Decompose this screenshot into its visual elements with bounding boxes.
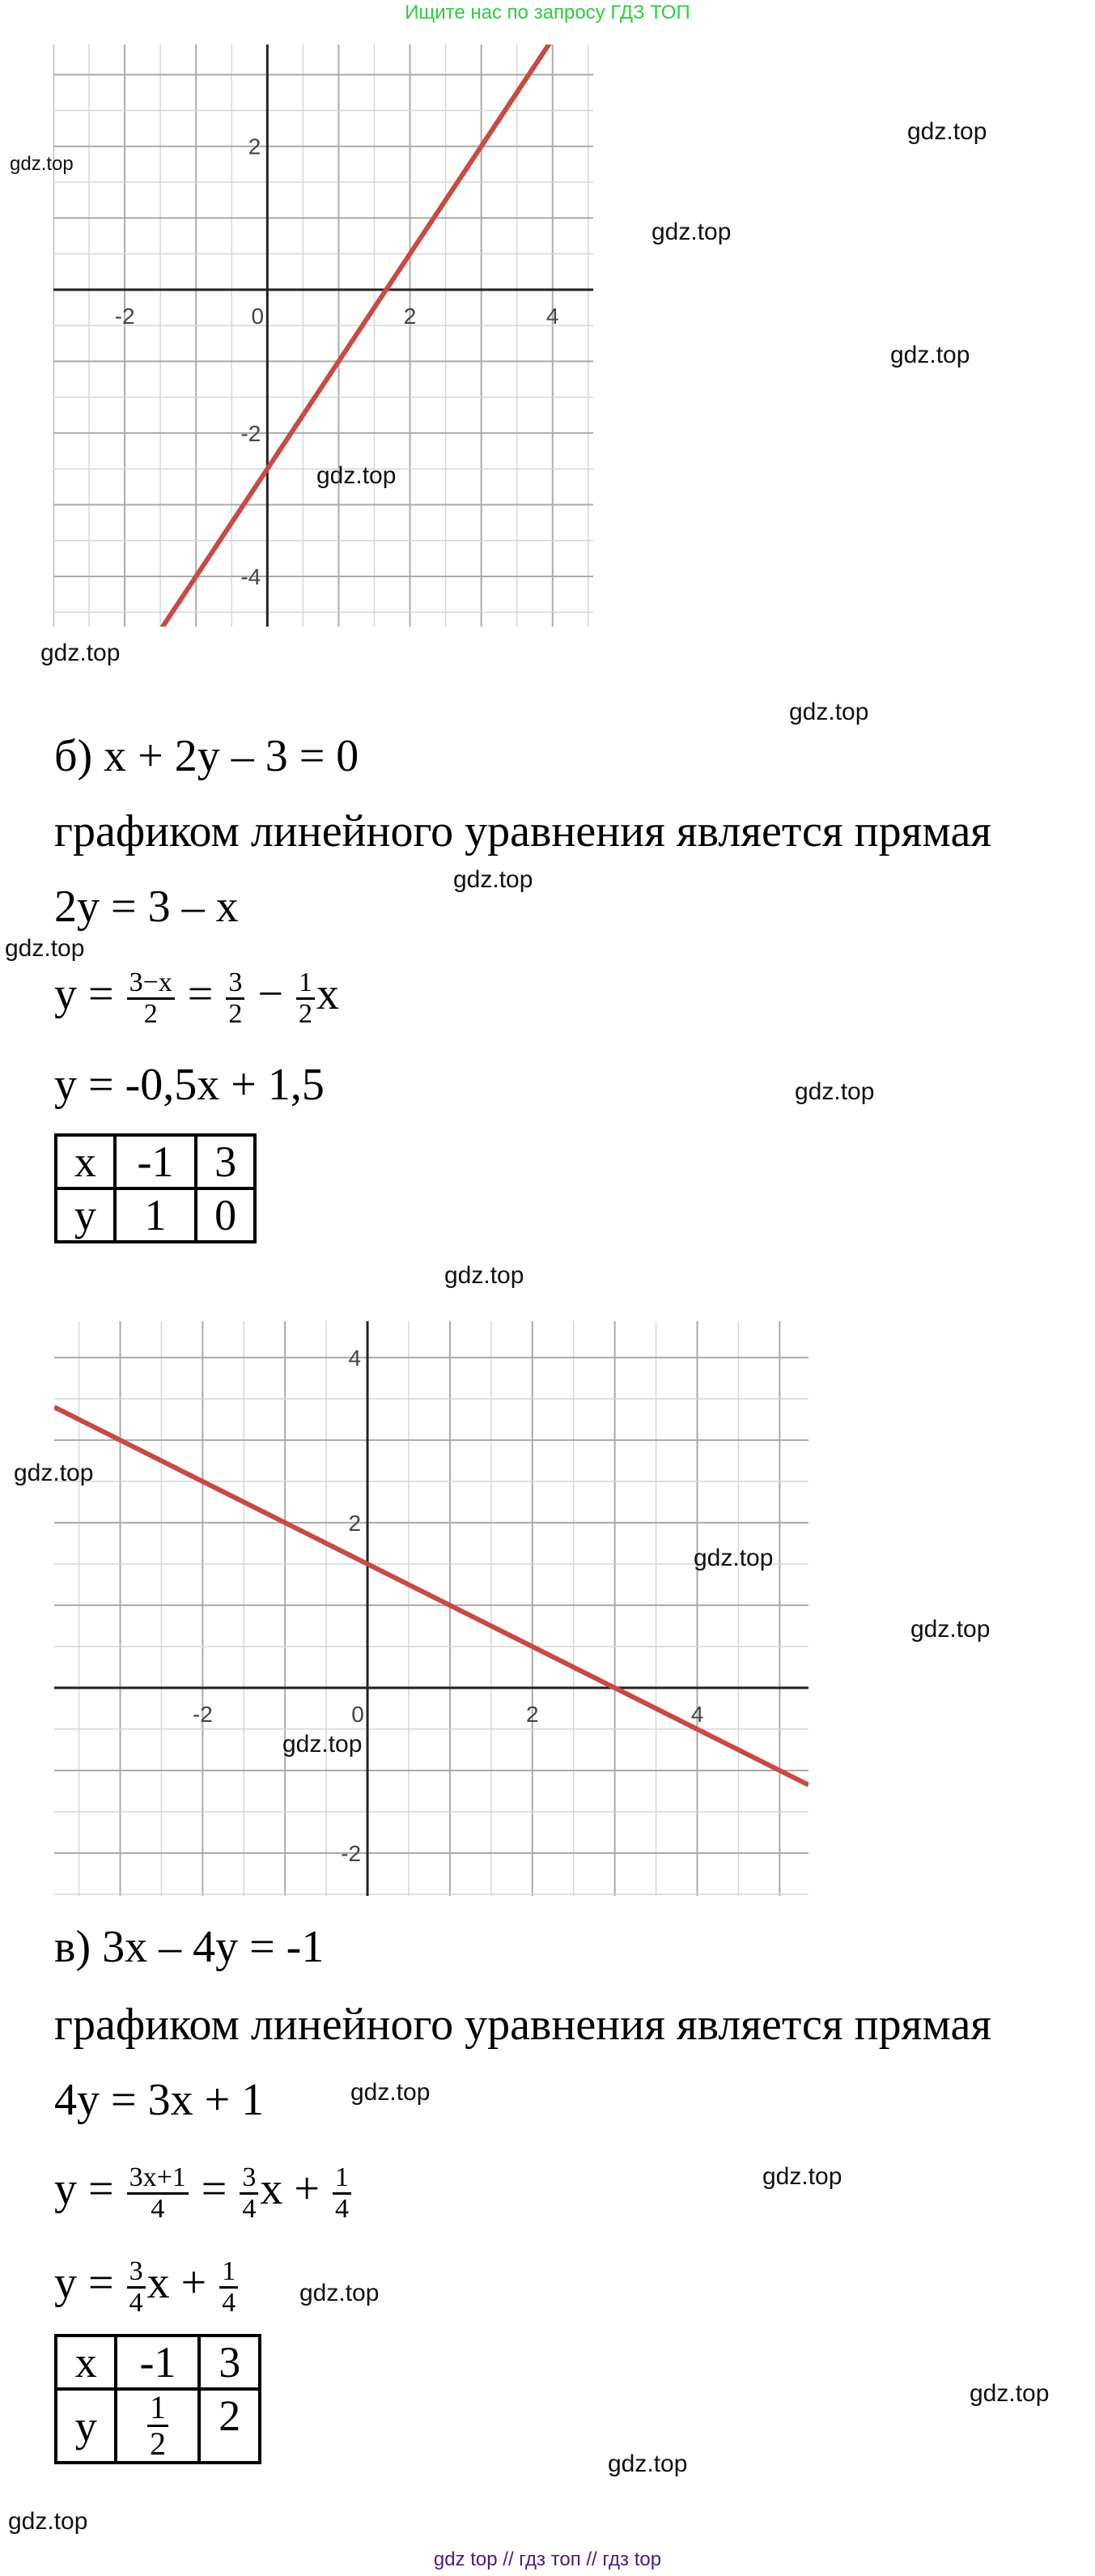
table-row xyxy=(56,1188,255,1242)
table-cell: y xyxy=(56,2389,116,2463)
denominator: 2 xyxy=(143,998,158,1029)
watermark: gdz.top xyxy=(14,1460,94,1486)
lhs: y = xyxy=(54,2164,114,2215)
x-tick-label: 0 xyxy=(351,1701,364,1727)
equals: = xyxy=(187,969,214,1020)
watermark: gdz.top xyxy=(316,462,397,489)
x-tick-label: 0 xyxy=(251,303,265,329)
denominator: 2 xyxy=(149,2425,166,2462)
x-tick-label: 4 xyxy=(545,303,559,329)
denominator: 2 xyxy=(228,998,243,1029)
table-cell xyxy=(116,2389,199,2463)
numerator: 1 xyxy=(147,2391,168,2427)
part-b-step2 xyxy=(54,968,339,1028)
denominator: 4 xyxy=(242,2193,257,2224)
fraction xyxy=(296,968,315,1028)
denominator: 4 xyxy=(129,2287,143,2318)
table-cell: 3 xyxy=(199,2336,260,2389)
values-table-v xyxy=(54,2334,261,2464)
table-row xyxy=(56,1135,255,1188)
minus: − xyxy=(257,969,283,1020)
table-cell: -1 xyxy=(115,1135,197,1188)
table-cell: 1 xyxy=(115,1188,197,1242)
fraction xyxy=(147,2391,168,2461)
x-tick-label: -2 xyxy=(192,1701,213,1727)
values-table-b xyxy=(54,1133,257,1243)
watermark: gdz.top xyxy=(299,2280,380,2306)
table-cell: y xyxy=(56,1188,115,1242)
watermark: gdz.top xyxy=(910,1616,991,1643)
numerator: 1 xyxy=(333,2163,351,2195)
numerator: 1 xyxy=(296,968,315,1000)
header-banner: Ищите нас по запросу ГДЗ ТОП xyxy=(405,2,690,23)
denominator: 4 xyxy=(151,2193,165,2224)
watermark: gdz.top xyxy=(608,2451,688,2477)
watermark: gdz.top xyxy=(762,2163,842,2190)
x-tick-label: 2 xyxy=(403,303,417,329)
table-cell: 2 xyxy=(199,2389,260,2463)
x-tick-label: 2 xyxy=(525,1701,539,1727)
fraction xyxy=(219,2257,238,2317)
watermark: gdz.top xyxy=(453,866,533,893)
numerator: 1 xyxy=(219,2257,238,2289)
part-v-step1: 4y = 3x + 1 xyxy=(54,2075,265,2125)
table-cell: -1 xyxy=(116,2336,199,2389)
table-row xyxy=(56,2389,260,2463)
variable: x xyxy=(260,2164,283,2215)
y-tick-label: 2 xyxy=(348,1510,362,1536)
fraction xyxy=(226,968,244,1028)
fraction xyxy=(127,968,175,1028)
graph-part-a xyxy=(53,45,593,627)
part-v-statement: графиком линейного уравнения является прямая xyxy=(54,2000,992,2050)
series-line xyxy=(54,1407,809,1785)
watermark: gdz.top xyxy=(5,935,85,962)
graph-part-b xyxy=(54,1321,809,1896)
watermark: gdz.top xyxy=(40,640,121,666)
watermark: gdz.top xyxy=(970,2380,1050,2407)
series-line xyxy=(53,45,593,627)
watermark: gdz.top xyxy=(8,2508,88,2535)
lhs: y = xyxy=(54,969,114,1020)
fraction xyxy=(127,2257,146,2317)
watermark: gdz.top xyxy=(789,699,869,725)
numerator: 3x+1 xyxy=(127,2163,189,2195)
table-cell: x xyxy=(56,2336,116,2389)
lhs: y = xyxy=(54,2258,114,2309)
watermark: gdz.top xyxy=(890,342,970,368)
part-b-step1: 2y = 3 – x xyxy=(54,882,239,932)
watermark: gdz.top xyxy=(907,118,987,145)
watermark: gdz.top xyxy=(444,1262,524,1289)
fraction xyxy=(127,2163,189,2223)
part-v-step2 xyxy=(54,2163,353,2223)
table-cell: 3 xyxy=(196,1135,255,1188)
y-tick-label: -2 xyxy=(240,420,261,446)
x-tick-label: 4 xyxy=(690,1701,704,1727)
footer-links: gdz top // гдз топ // гдз top xyxy=(433,2548,662,2570)
denominator: 4 xyxy=(334,2193,349,2224)
denominator: 2 xyxy=(298,998,312,1029)
table-cell: 0 xyxy=(196,1188,255,1242)
numerator: 3−x xyxy=(127,968,175,1000)
numerator: 3 xyxy=(240,2163,258,2195)
fraction xyxy=(333,2163,351,2223)
watermark: gdz.top xyxy=(10,153,74,175)
numerator: 3 xyxy=(127,2257,146,2289)
fraction xyxy=(240,2163,258,2223)
variable: x xyxy=(146,2258,170,2309)
y-tick-label: 2 xyxy=(248,134,261,159)
watermark: gdz.top xyxy=(795,1078,875,1105)
watermark: gdz.top xyxy=(350,2079,431,2106)
part-v-step3 xyxy=(54,2257,240,2317)
table-row xyxy=(56,2336,260,2389)
y-tick-label: -2 xyxy=(341,1840,362,1866)
y-tick-label: 4 xyxy=(348,1345,362,1371)
part-b-step3: y = -0,5x + 1,5 xyxy=(54,1060,325,1110)
plus: + xyxy=(180,2258,207,2309)
watermark: gdz.top xyxy=(651,219,732,245)
variable: x xyxy=(316,969,339,1020)
plus: + xyxy=(294,2164,320,2215)
watermark: gdz.top xyxy=(282,1731,363,1758)
part-b-title: б) x + 2y – 3 = 0 xyxy=(54,731,359,781)
watermark: gdz.top xyxy=(694,1545,774,1571)
part-v-title: в) 3x – 4y = -1 xyxy=(54,1922,325,1972)
table-cell: x xyxy=(56,1135,115,1188)
y-tick-label: -4 xyxy=(240,564,261,590)
numerator: 3 xyxy=(226,968,244,1000)
denominator: 4 xyxy=(222,2287,236,2318)
x-tick-label: -2 xyxy=(114,303,135,329)
equals: = xyxy=(201,2164,227,2215)
part-b-statement: графиком линейного уравнения является прямая xyxy=(54,806,992,857)
